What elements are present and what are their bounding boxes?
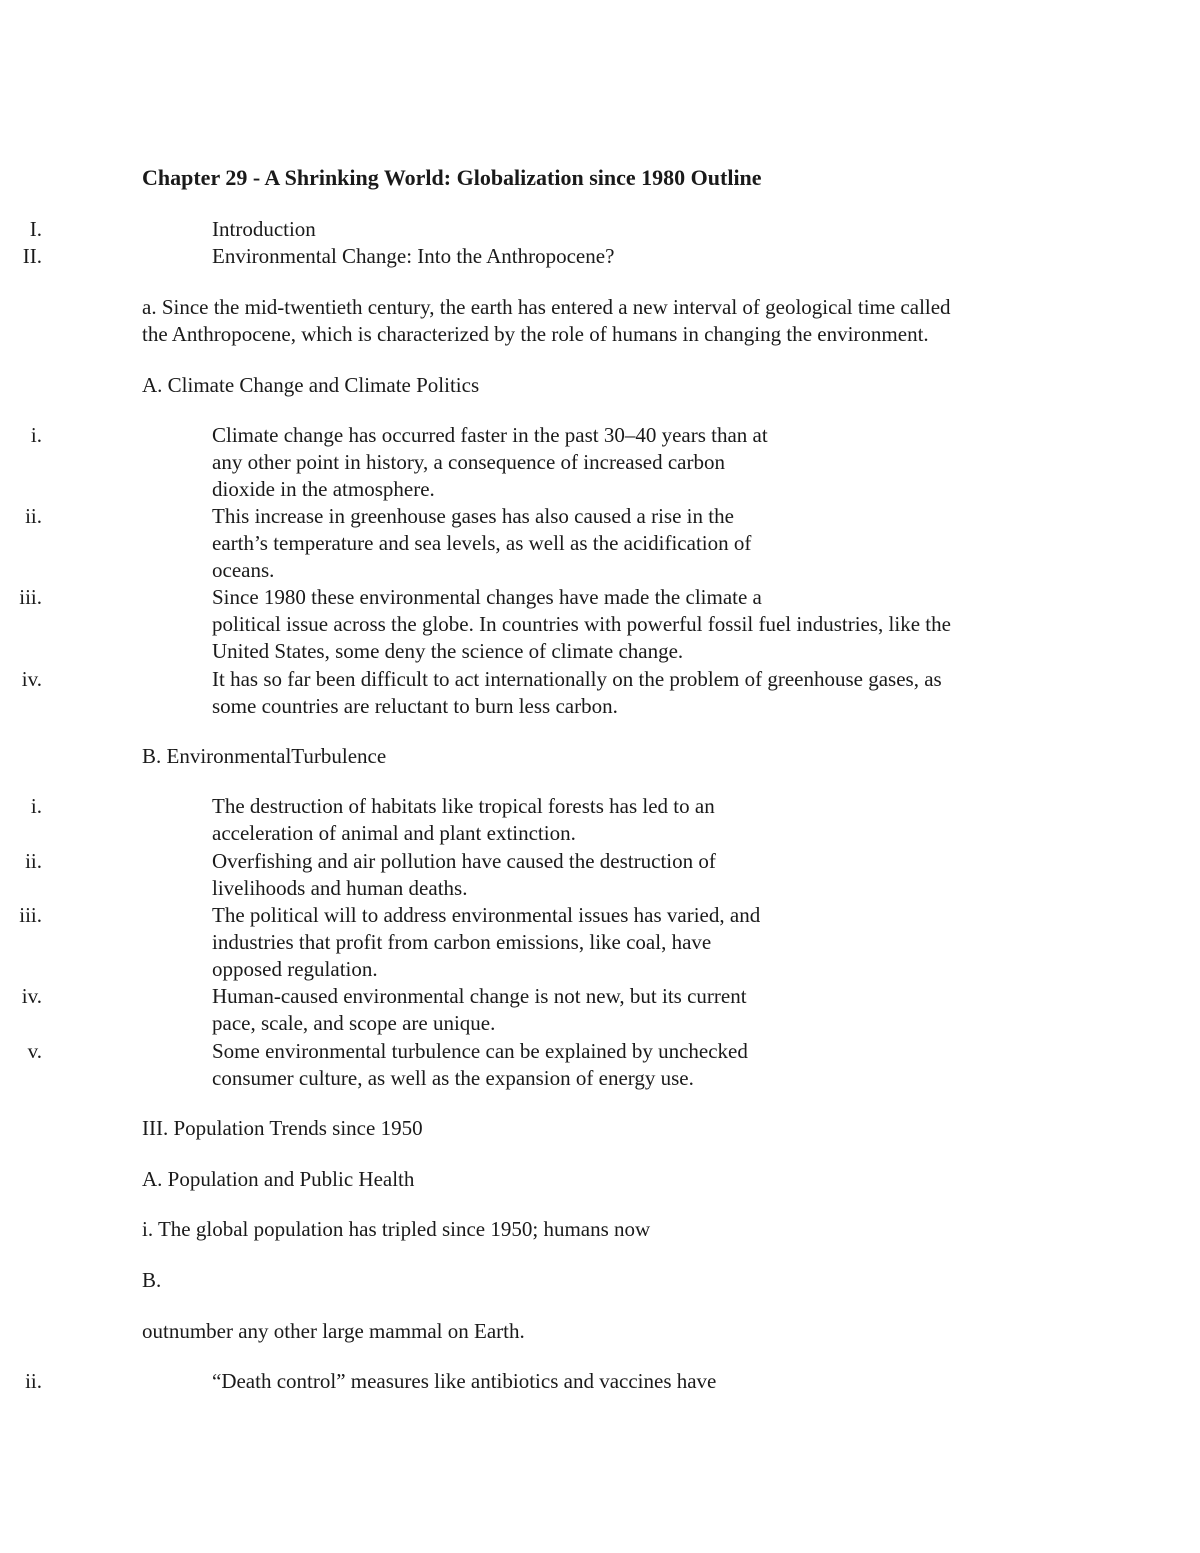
- item-number: iii.: [19, 585, 42, 609]
- item-line: acceleration of animal and plant extinction.: [212, 821, 576, 845]
- page-title: Chapter 29 - A Shrinking World: Globalization since 1980 Outline: [142, 165, 762, 190]
- section-iii-subheading: A. Population and Public Health: [142, 1167, 415, 1191]
- item-line: Some environmental turbulence can be explained by unchecked: [212, 1039, 748, 1063]
- item-text: [212, 848, 716, 902]
- item-line: consumer culture, as well as the expansion of energy use.: [212, 1066, 694, 1090]
- intro-paragraph: [142, 294, 951, 348]
- item-line: Human-caused environmental change is not new, but its current: [212, 984, 747, 1008]
- item-text: [212, 1038, 748, 1092]
- item-line: political issue across the globe. In countries with powerful fossil fuel industries, like the: [212, 612, 951, 636]
- item-text: [212, 503, 751, 584]
- item-line: This increase in greenhouse gases has also caused a rise in the: [212, 504, 734, 528]
- item-text: “Death control” measures like antibiotics and vaccines have: [212, 1369, 717, 1393]
- item-number: i.: [30, 794, 42, 818]
- section-iii-item-i: i. The global population has tripled since 1950; humans now: [142, 1217, 651, 1241]
- item-line: industries that profit from carbon emissions, like coal, have: [212, 930, 712, 954]
- item-text: [212, 902, 760, 983]
- item-number: v.: [27, 1039, 42, 1063]
- item-line: pace, scale, and scope are unique.: [212, 1011, 496, 1035]
- item-line: Climate change has occurred faster in the past 30–40 years than at: [212, 423, 768, 447]
- item-text: [212, 793, 715, 847]
- section-iii-heading: III. Population Trends since 1950: [142, 1116, 423, 1140]
- item-text: [212, 983, 747, 1037]
- paragraph-line: a. Since the mid-twentieth century, the earth has entered a new interval of geological time called: [142, 295, 951, 319]
- outline-number: II.: [22, 244, 42, 268]
- item-number: i.: [30, 423, 42, 447]
- paragraph-line: the Anthropocene, which is characterized by the role of humans in changing the environment.: [142, 322, 929, 346]
- item-line: Since 1980 these environmental changes have made the climate a: [212, 585, 762, 609]
- item-number: iv.: [21, 667, 42, 691]
- section-b-heading: B. EnvironmentalTurbulence: [142, 744, 387, 768]
- item-text: [212, 422, 768, 503]
- item-number: ii.: [25, 1369, 42, 1393]
- item-line: The political will to address environmental issues has varied, and: [212, 903, 761, 927]
- outline-number: I.: [29, 217, 42, 241]
- item-line: oceans.: [212, 558, 275, 582]
- section-a-heading: A. Climate Change and Climate Politics: [142, 373, 480, 397]
- outline-text: Environmental Change: Into the Anthropocene?: [212, 244, 615, 268]
- item-line: earth’s temperature and sea levels, as well as the acidification of: [212, 531, 752, 555]
- item-number: iii.: [19, 903, 42, 927]
- item-line: livelihoods and human deaths.: [212, 876, 468, 900]
- section-iii-b-label: B.: [142, 1268, 162, 1292]
- item-number: ii.: [25, 849, 42, 873]
- item-line: any other point in history, a consequence of increased carbon: [212, 450, 725, 474]
- outline-text: Introduction: [212, 217, 316, 241]
- item-line: opposed regulation.: [212, 957, 378, 981]
- item-line: Overfishing and air pollution have caused the destruction of: [212, 849, 716, 873]
- item-line: dioxide in the atmosphere.: [212, 477, 435, 501]
- section-iii-continuation: outnumber any other large mammal on Earth.: [142, 1319, 525, 1343]
- item-line: The destruction of habitats like tropical forests has led to an: [212, 794, 715, 818]
- item-line: some countries are reluctant to burn less carbon.: [212, 694, 618, 718]
- item-number: iv.: [21, 984, 42, 1008]
- item-line: It has so far been difficult to act internationally on the problem of greenhouse gases, as: [212, 667, 942, 691]
- item-line: United States, some deny the science of climate change.: [212, 639, 684, 663]
- item-text: [212, 584, 951, 665]
- item-text: [212, 666, 942, 720]
- item-number: ii.: [25, 504, 42, 528]
